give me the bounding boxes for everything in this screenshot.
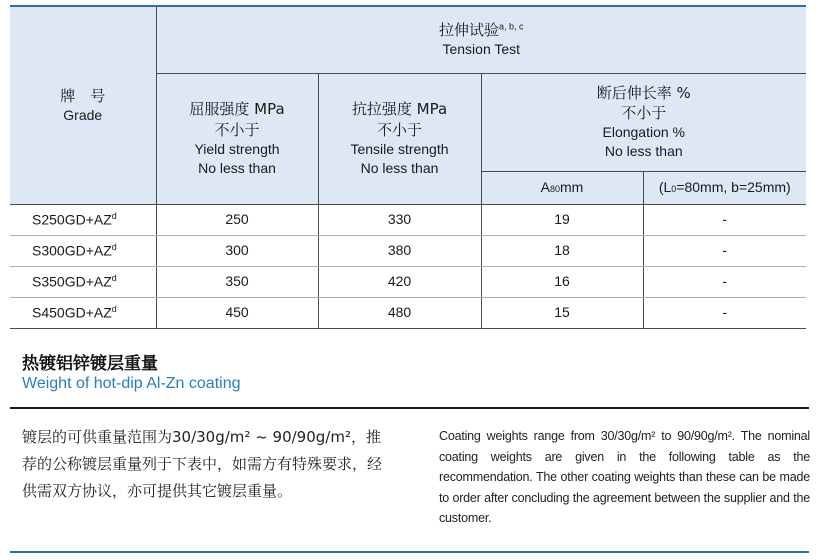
yield-header-en2: No less than [198, 159, 276, 176]
elongation-header-zh: 断后伸长率 % [596, 83, 691, 102]
l0-sub: 0 [671, 184, 677, 195]
grade-cell [10, 266, 156, 297]
elongation-header-zh2: 不小于 [621, 104, 667, 123]
l0-cell: - [643, 266, 806, 297]
grade-header [10, 7, 156, 204]
tensile-strength-header [318, 73, 481, 204]
coating-paragraph-zh: 镀层的可供重量范围为30/30g/m² ~ 90/90g/m²，推荐的公称镀层重量列于下表中，如需方有特殊要求，经供需双方协议，亦可提供其它镀层重量。 [22, 428, 383, 500]
a80-header [481, 171, 643, 204]
bottom-blue-rule [10, 551, 809, 553]
a80-prefix: A [540, 179, 550, 196]
tensile-header-zh2: 不小于 [376, 120, 422, 139]
a80-cell: 19 [481, 204, 643, 235]
a80-cell: 15 [481, 297, 643, 328]
elongation-header-en: Elongation % [602, 124, 686, 141]
grade-text: S450GD+AZ [32, 304, 112, 321]
grade-text: S250GD+AZ [32, 211, 112, 228]
tension-test-header [156, 7, 806, 73]
elongation-header-en2: No less than [604, 143, 683, 160]
tension-test-table [10, 7, 806, 329]
grade-sup: d [111, 272, 117, 283]
section-title-en: Weight of hot-dip Al-Zn coating [22, 375, 241, 392]
grade-text: S300GD+AZ [32, 242, 112, 259]
grade-cell [10, 297, 156, 328]
grade-cell [10, 235, 156, 266]
yield-strength-header [156, 73, 318, 204]
tensile-header-en2: No less than [360, 159, 439, 176]
tensile-cell: 480 [318, 297, 481, 328]
table-row [10, 266, 806, 297]
coating-paragraph-en: Coating weights range from 30/30g/m² to 90/90g/m². The nominal coating weights are given in the following table as the recommendation. The other coating weights than these can be made to order after concluding the agreement between the supplier and the customer. [439, 429, 810, 525]
tension-test-header-en: Tension Test [442, 41, 521, 58]
yield-header-en: Yield strength [194, 140, 280, 157]
grade-sup: d [111, 210, 117, 221]
tensile-cell: 380 [318, 235, 481, 266]
l0-prefix: (L [658, 179, 672, 196]
grade-header-en: Grade [63, 106, 103, 123]
a80-suffix: mm [560, 179, 584, 196]
yield-header-zh: 屈服强度 MPa [189, 100, 285, 119]
table-row [10, 204, 806, 235]
tensile-cell: 330 [318, 204, 481, 235]
l0-cell: - [643, 235, 806, 266]
tensile-cell: 420 [318, 266, 481, 297]
grade-sup: d [111, 241, 117, 252]
tensile-header-en: Tensile strength [350, 140, 449, 157]
yield-cell: 250 [156, 204, 318, 235]
section-title-zh: 热镀铝锌镀层重量 [22, 354, 158, 374]
tensile-header-zh: 抗拉强度 MPa [351, 100, 448, 119]
grade-header-zh: 牌 号 [60, 86, 106, 105]
a80-sub: 80 [550, 184, 561, 195]
grade-cell [10, 204, 156, 235]
tension-test-header-zh: 拉伸试验 [439, 21, 500, 40]
table-row [10, 297, 806, 328]
yield-cell: 300 [156, 235, 318, 266]
l0-suffix: =80mm, b=25mm) [676, 179, 791, 196]
l0-cell: - [643, 297, 806, 328]
a80-cell: 16 [481, 266, 643, 297]
yield-cell: 350 [156, 266, 318, 297]
tension-test-footnote: a, b, c [499, 21, 524, 32]
l0-header [643, 171, 806, 204]
elongation-header [481, 73, 806, 171]
yield-header-zh2: 不小于 [214, 120, 260, 139]
grade-sup: d [111, 303, 117, 314]
table-row [10, 235, 806, 266]
grade-text: S350GD+AZ [32, 273, 112, 290]
section-divider [10, 407, 809, 409]
a80-cell: 18 [481, 235, 643, 266]
yield-cell: 450 [156, 297, 318, 328]
l0-cell: - [643, 204, 806, 235]
